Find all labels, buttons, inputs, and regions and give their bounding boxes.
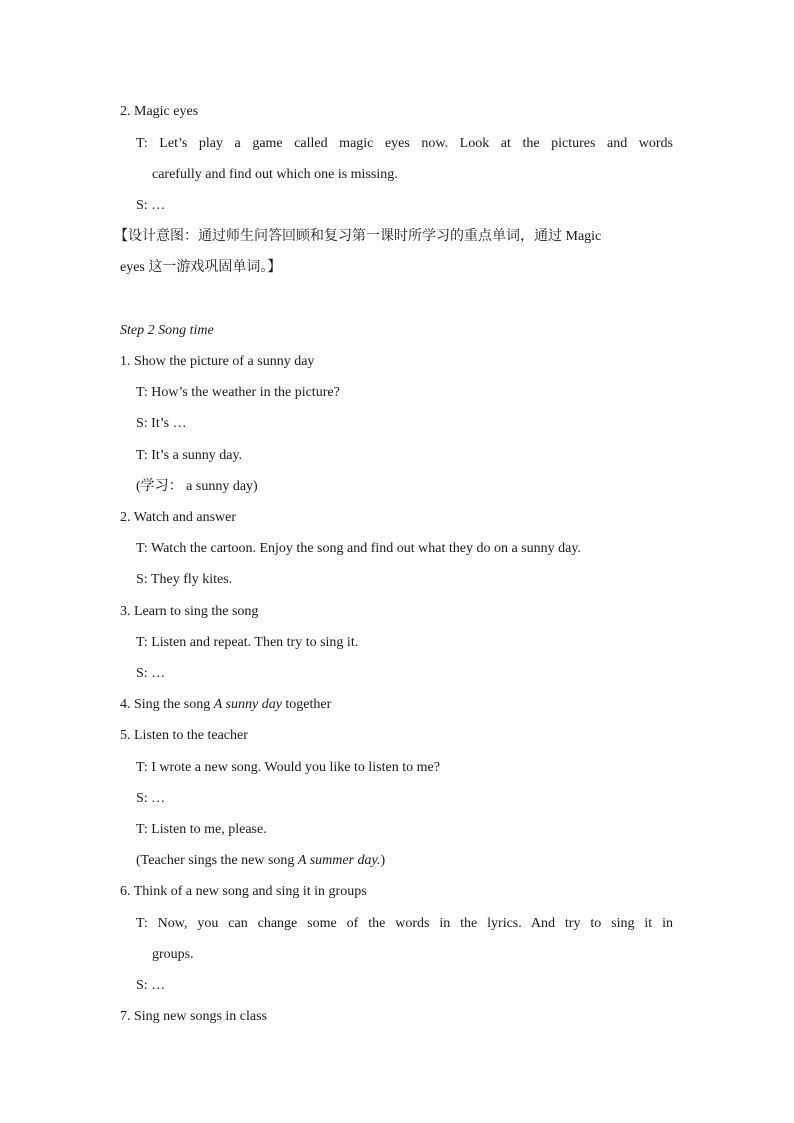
design-intent-line: 【设计意图：通过师生问答回顾和复习第一课时所学习的重点单词，通过 Magic [114,229,602,244]
design-intent-line: eyes 这一游戏巩固单词。】 [120,260,282,275]
dialogue-line: T: Let’s play a game called magic eyes now. Look at the pictures and words [136,136,673,151]
dialogue-line: T: I wrote a new song. Would you like to listen to me? [136,760,440,775]
song-title: A sunny day [213,697,282,712]
dialogue-line: S: … [136,198,166,213]
item-heading-text: together [281,697,332,712]
dialogue-line: S: They fly kites. [136,572,233,587]
item-heading: 2. Watch and answer [120,510,237,525]
dialogue-line: T: Listen to me, please. [136,822,267,837]
section-heading-magic-eyes: 2. Magic eyes [120,104,199,119]
item-heading: 7. Sing new songs in class [120,1009,267,1024]
dialogue-line: T: Now, you can change some of the words in the lyrics. And try to sing it in [136,916,673,931]
item-heading: 1. Show the picture of a sunny day [120,354,315,369]
item-heading: 6. Think of a new song and sing it in groups [120,884,367,899]
dialogue-line: S: … [136,666,166,681]
stage-note-text: ) [380,853,386,868]
dialogue-line: S: It’s … [136,416,187,431]
item-heading: 3. Learn to sing the song [120,604,259,619]
dialogue-line: S: … [136,978,166,993]
dialogue-line: carefully and find out which one is missing. [152,167,398,182]
step-heading: Step 2 Song time [120,323,214,338]
dialogue-line: S: … [136,791,166,806]
item-heading: 5. Listen to the teacher [120,728,248,743]
stage-note-text: (Teacher sings the new song [136,853,298,868]
dialogue-line: (学习： a sunny day) [136,479,258,494]
dialogue-line: T: Listen and repeat. Then try to sing it. [136,635,359,650]
stage-note [136,852,385,870]
item-heading-text: 4. Sing the song [120,697,214,712]
dialogue-line: T: It’s a sunny day. [136,448,243,463]
dialogue-line: T: How’s the weather in the picture? [136,385,340,400]
song-title: A summer day. [297,853,381,868]
item-heading [120,696,331,714]
dialogue-line: groups. [152,947,194,962]
dialogue-line: T: Watch the cartoon. Enjoy the song and find out what they do on a sunny day. [136,541,581,556]
